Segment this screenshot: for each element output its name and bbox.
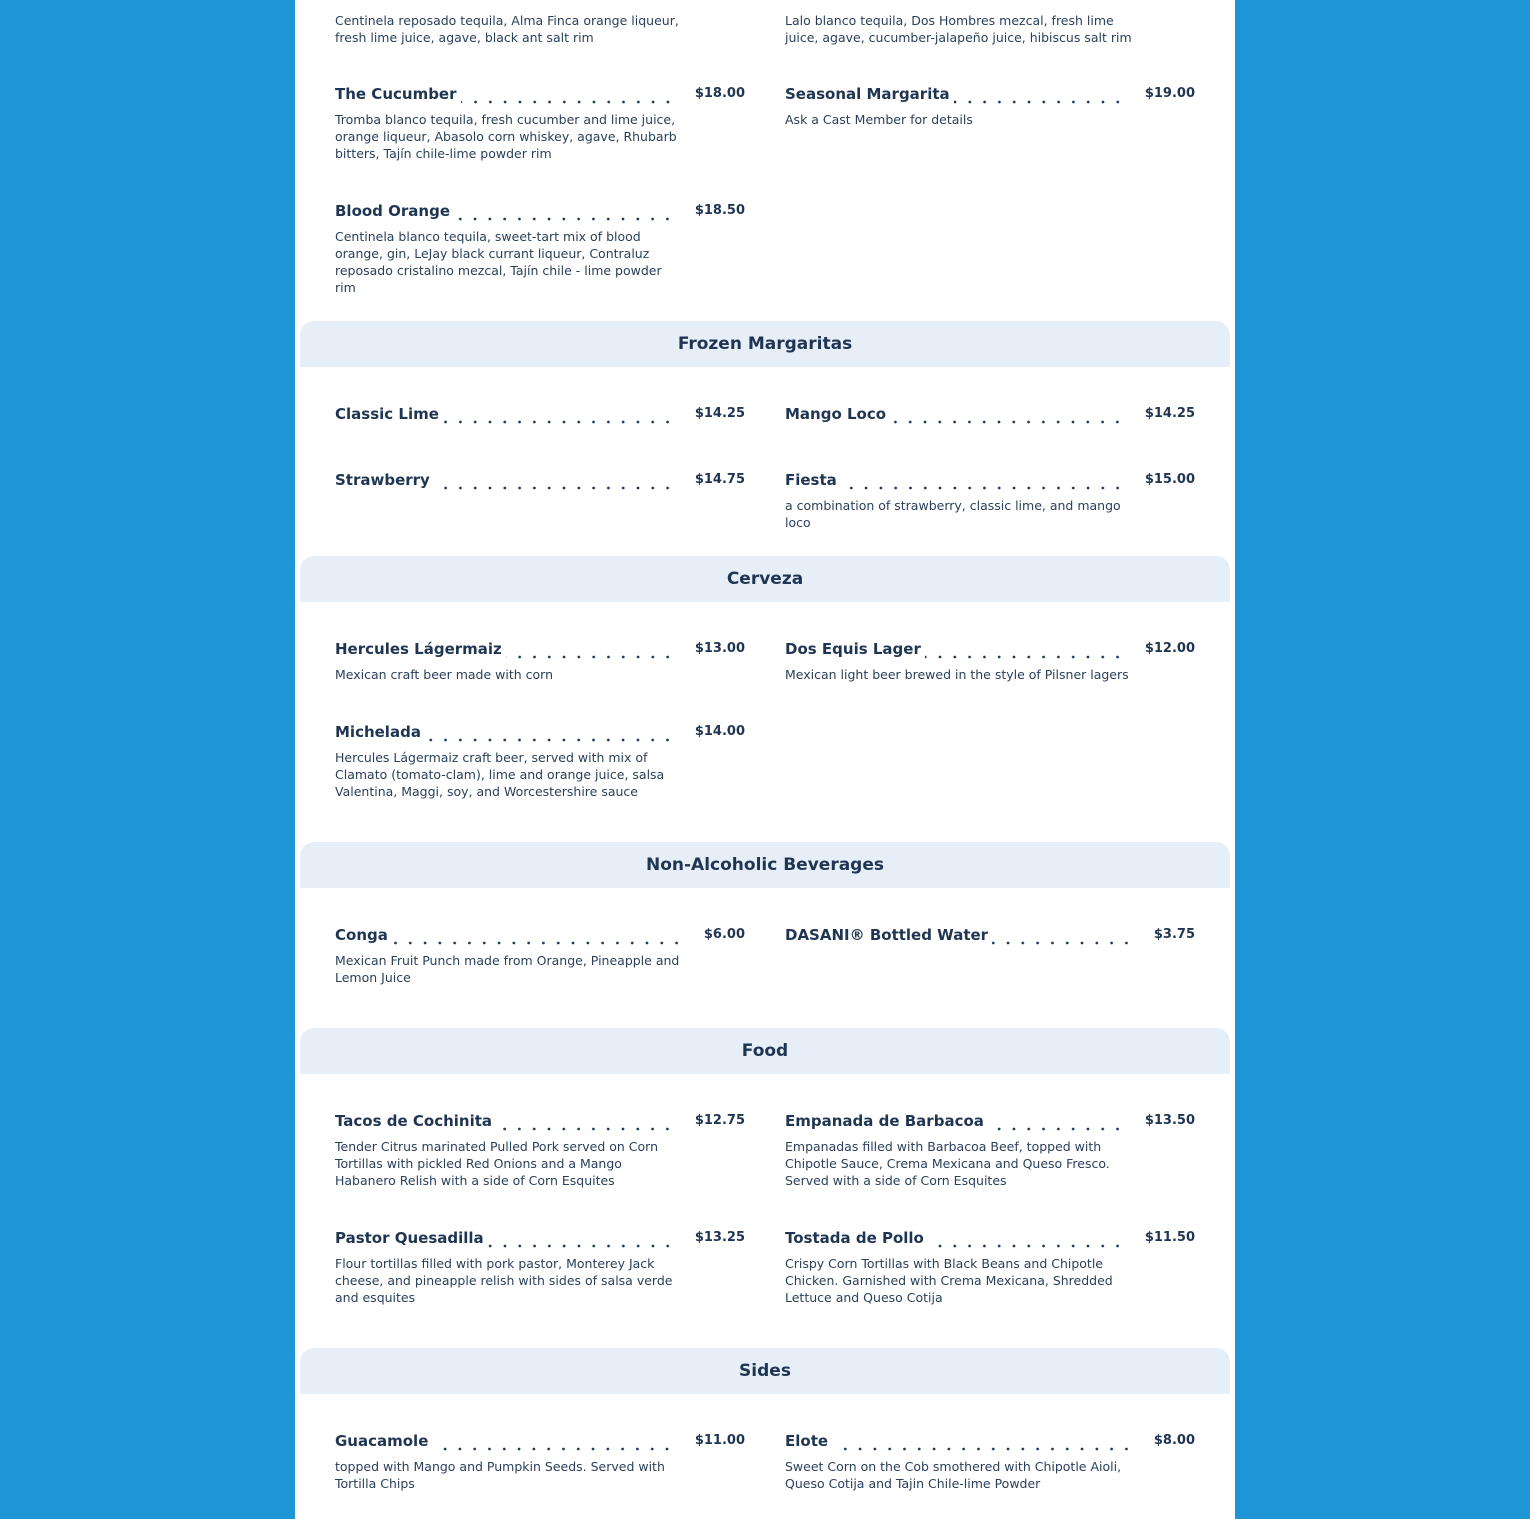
item-price: $18.00 (694, 86, 745, 101)
item-description: Crispy Corn Tortillas with Black Beans and Chipotle Chicken. Garnished with Crema Mexicana, Shredded Lettuce and Queso Cotija (785, 1256, 1113, 1305)
leader-dots (841, 478, 1125, 490)
item-description: topped with Mango and Pumpkin Seeds. Served with Tortilla Chips (335, 1459, 665, 1491)
leader-dots (890, 412, 1125, 424)
item-description: Flour tortillas filled with pork pastor, Monterey Jack cheese, and pineapple relish with sides of salsa verde and esquites (335, 1256, 673, 1305)
item-description: Tromba blanco tequila, fresh cucumber and lime juice, orange liqueur, Abasolo corn whiskey, agave, Rhubarb bitters, Tajín chile-lime powder rim (335, 112, 677, 161)
menu-item (785, 404, 1195, 424)
item-name: Blood Orange (335, 202, 451, 220)
leader-dots (928, 1236, 1125, 1248)
leader-dots (488, 1236, 675, 1248)
section-header-non-alcoholic-beverages: Non-Alcoholic Beverages (300, 842, 1230, 888)
leader-dots (425, 730, 675, 742)
menu-item (785, 1228, 1195, 1306)
leader-dots (954, 92, 1125, 104)
item-name: Strawberry (335, 471, 430, 489)
item-name: Classic Lime (335, 405, 439, 423)
leader-dots (454, 209, 675, 221)
item-price: $12.00 (1144, 641, 1195, 656)
item-description: Centinela reposado tequila, Alma Finca orange liqueur, fresh lime juice, agave, black ant salt rim (335, 13, 679, 45)
menu-item (335, 470, 745, 490)
item-name: Fiesta (785, 471, 837, 489)
item-description: Ask a Cast Member for details (785, 112, 973, 127)
item-name: Michelada (335, 723, 421, 741)
section-header-sides: Sides (300, 1348, 1230, 1394)
menu-item (335, 404, 745, 424)
section-header-cerveza: Cerveza (300, 556, 1230, 602)
item-price: $13.25 (694, 1230, 745, 1245)
section-header-frozen-margaritas: Frozen Margaritas (300, 321, 1230, 367)
item-price: $13.00 (694, 641, 745, 656)
leader-dots (392, 933, 684, 945)
leader-dots (925, 647, 1125, 659)
item-name: Hercules Lágermaiz (335, 640, 502, 658)
menu-item (335, 1431, 745, 1492)
menu-item (335, 639, 745, 683)
leader-dots (461, 92, 675, 104)
menu-item (785, 1431, 1195, 1492)
item-name: Conga (335, 926, 388, 944)
leader-dots (496, 1119, 675, 1131)
menu-item (335, 201, 745, 296)
item-description: Empanadas filled with Barbacoa Beef, topped with Chipotle Sauce, Crema Mexicana and Queso Fresco. Served with a side of Corn Esquites (785, 1139, 1110, 1188)
item-name: Dos Equis Lager (785, 640, 921, 658)
leader-dots (506, 647, 675, 659)
item-price: $14.75 (694, 472, 745, 487)
item-price: $8.00 (1153, 1433, 1195, 1448)
item-name: Guacamole (335, 1432, 429, 1450)
menu-item (335, 722, 745, 800)
item-description: Mexican Fruit Punch made from Orange, Pineapple and Lemon Juice (335, 953, 680, 985)
item-price: $11.50 (1144, 1230, 1195, 1245)
section-header-food: Food (300, 1028, 1230, 1074)
menu-item (335, 925, 745, 986)
menu-item (785, 12, 1195, 46)
item-price: $15.00 (1144, 472, 1195, 487)
item-price: $14.00 (694, 724, 745, 739)
menu-item (785, 84, 1195, 128)
item-price: $14.25 (1144, 406, 1195, 421)
item-description: Mexican craft beer made with corn (335, 667, 553, 682)
item-name: Mango Loco (785, 405, 887, 423)
item-price: $3.75 (1153, 927, 1195, 942)
menu-item (785, 639, 1195, 683)
leader-dots (988, 1119, 1125, 1131)
item-description: Sweet Corn on the Cob smothered with Chipotle Aioli, Queso Cotija and Tajin Chile-lime Powder (785, 1459, 1122, 1491)
item-description: a combination of strawberry, classic lime, and mango loco (785, 498, 1121, 530)
item-name: Seasonal Margarita (785, 85, 950, 103)
item-description: Centinela blanco tequila, sweet-tart mix of blood orange, gin, LeJay black currant liqueur, Contraluz reposado cristalino mezcal, Tajín chile - lime powder rim (335, 229, 662, 295)
item-name: Tacos de Cochinita (335, 1112, 493, 1130)
menu-item (785, 925, 1195, 945)
item-price: $6.00 (703, 927, 745, 942)
menu-item (785, 470, 1195, 531)
item-price: $13.50 (1144, 1113, 1195, 1128)
leader-dots (443, 412, 675, 424)
item-description: Tender Citrus marinated Pulled Pork served on Corn Tortillas with pickled Red Onions and a Mango Habanero Relish with a side of Corn Esquites (335, 1139, 659, 1188)
leader-dots (992, 933, 1134, 945)
menu-panel (295, 0, 1235, 1519)
item-price: $11.00 (694, 1433, 745, 1448)
item-description: Lalo blanco tequila, Dos Hombres mezcal, fresh lime juice, agave, cucumber-jalapeño juice, hibiscus salt rim (785, 13, 1132, 45)
leader-dots (432, 1439, 674, 1451)
item-name: Tostada de Pollo (785, 1229, 924, 1247)
item-name: Empanada de Barbacoa (785, 1112, 984, 1130)
item-name: Elote (785, 1432, 829, 1450)
menu-item (785, 1111, 1195, 1189)
item-name: Pastor Quesadilla (335, 1229, 484, 1247)
menu-item (335, 84, 745, 162)
item-price: $12.75 (694, 1113, 745, 1128)
item-price: $14.25 (694, 406, 745, 421)
leader-dots (832, 1439, 1134, 1451)
item-description: Mexican light beer brewed in the style of Pilsner lagers (785, 667, 1129, 682)
item-name: DASANI® Bottled Water (785, 926, 989, 944)
leader-dots (434, 478, 675, 490)
menu-item (335, 1228, 745, 1306)
menu-item (335, 12, 745, 46)
item-name: The Cucumber (335, 85, 457, 103)
item-price: $18.50 (694, 203, 745, 218)
menu-item (335, 1111, 745, 1189)
item-price: $19.00 (1144, 86, 1195, 101)
item-description: Hercules Lágermaiz craft beer, served with mix of Clamato (tomato-clam), lime and orange juice, salsa Valentina, Maggi, soy, and Worcestershire sauce (335, 750, 665, 799)
